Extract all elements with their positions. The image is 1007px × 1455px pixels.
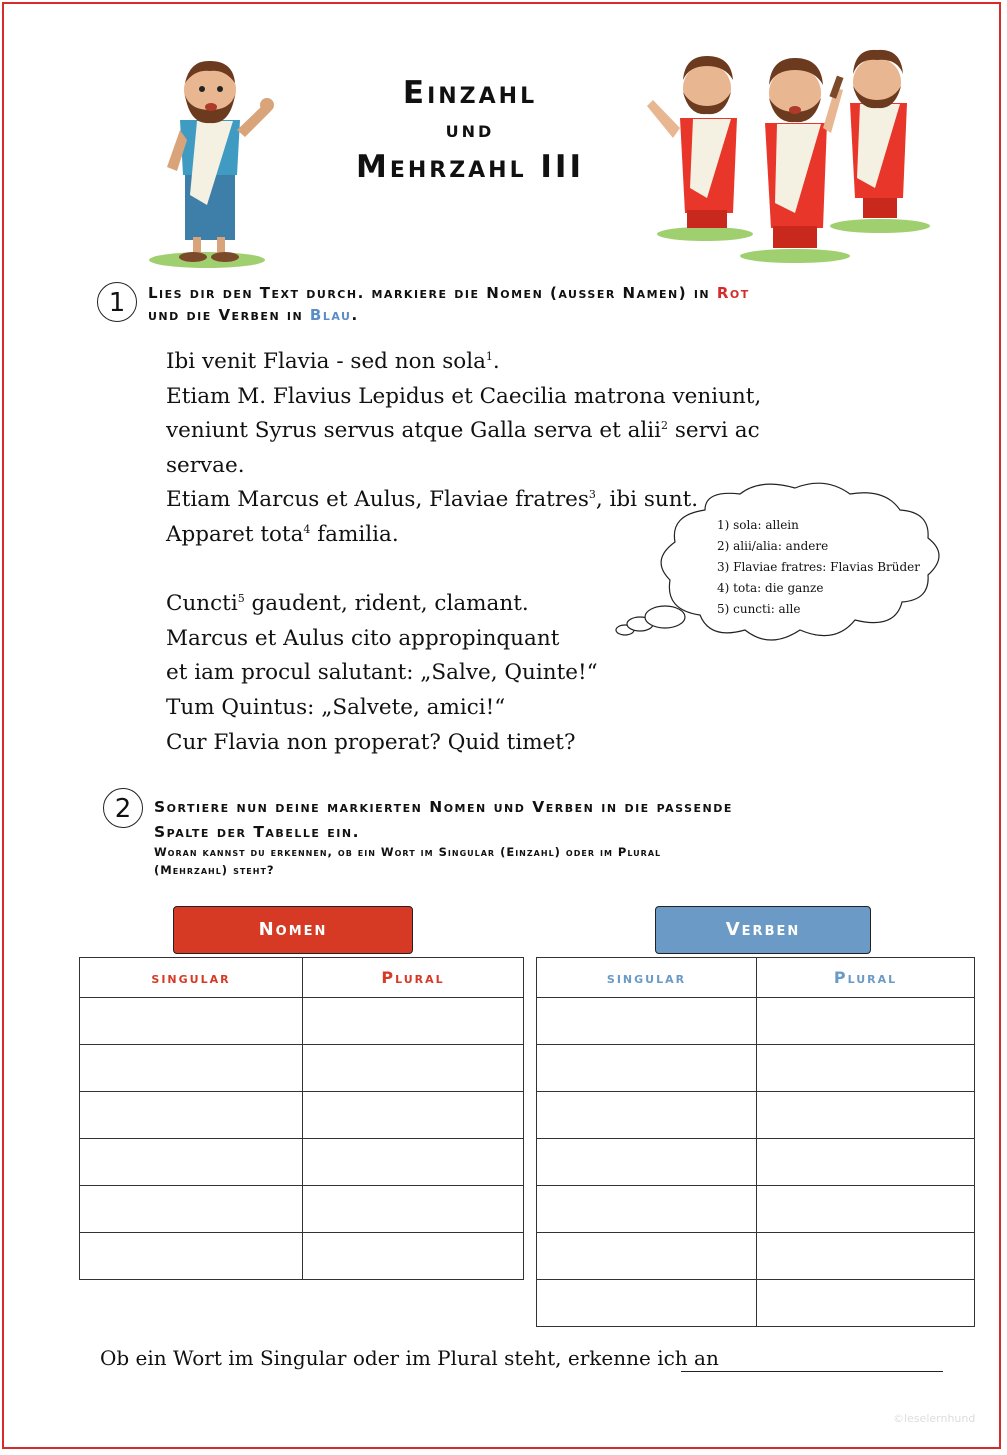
latin-line: Apparet tota$^4$ familia. [166, 521, 399, 547]
verben-singular-header: singular [537, 958, 757, 998]
verben-plural-cell[interactable] [757, 1139, 975, 1186]
table-row [537, 1280, 975, 1327]
latin-line: servae. [166, 452, 245, 478]
note-item: 2) alii/alia: andere [717, 539, 829, 553]
note-item: 4) tota: die ganze [717, 581, 824, 595]
task-1-text-b: und die Verben in [148, 306, 310, 324]
latin-line: Cuncti$^5$ gaudent, rident, clamant. [166, 591, 529, 617]
verben-plural-cell[interactable] [757, 998, 975, 1045]
nomen-singular-cell[interactable] [80, 1233, 303, 1280]
verben-table [536, 957, 975, 1327]
verben-singular-cell[interactable] [537, 1280, 757, 1327]
verben-label: Verben [655, 906, 871, 954]
verben-plural-header: Plural [757, 958, 975, 998]
nomen-singular-header: singular [80, 958, 303, 998]
answer-blank-line[interactable] [681, 1371, 943, 1372]
table-row [537, 998, 975, 1045]
note-item: 5) cuncti: alle [717, 602, 801, 616]
table-row [537, 1139, 975, 1186]
task-2-number: 2 [103, 788, 143, 828]
latin-line: veniunt Syrus servus atque Galla serva et alii$^2$ servi ac [166, 418, 760, 444]
task-1-number: 1 [97, 282, 137, 322]
table-row [537, 1092, 975, 1139]
latin-line: Tum Quintus: „Salvete, amici!“ [166, 694, 506, 720]
table-row [80, 1186, 524, 1233]
copyright-watermark: ©leselernhund [893, 1412, 976, 1425]
verben-singular-cell[interactable] [537, 998, 757, 1045]
nomen-plural-header: Plural [303, 958, 524, 998]
verben-singular-cell[interactable] [537, 1045, 757, 1092]
verben-plural-cell[interactable] [757, 1045, 975, 1092]
worksheet-title [300, 75, 640, 185]
latin-line: Cur Flavia non properat? Quid timet? [166, 729, 576, 755]
task-1-color-red: Rot [716, 284, 750, 302]
task-1-text-end: . [351, 306, 359, 324]
table-row [80, 1139, 524, 1186]
task-1-color-blue: Blau [309, 306, 352, 324]
nomen-plural-cell[interactable] [303, 1139, 524, 1186]
latin-line: Etiam M. Flavius Lepidus et Caecilia matrona veniunt, [166, 383, 762, 409]
roman-figures-plural [645, 48, 935, 268]
verben-plural-cell[interactable] [757, 1092, 975, 1139]
task-2-question-line-2: (Mehrzahl) steht? [154, 863, 275, 877]
verben-singular-cell[interactable] [537, 1186, 757, 1233]
task-2-line-2: Spalte der Tabelle ein. [154, 823, 360, 841]
latin-line: Marcus et Aulus cito appropinquant [166, 625, 560, 651]
table-row [537, 1045, 975, 1092]
nomen-label: Nomen [173, 906, 413, 954]
task-1-text-a: Lies dir den Text durch. markiere die Nomen (ausser Namen) in [148, 284, 717, 302]
note-item: 3) Flaviae fratres: Flavias Brüder [717, 560, 921, 574]
task-2-question-line-1: Woran kannst du erkennen, ob ein Wort im Singular (Einzahl) oder im Plural [154, 845, 662, 859]
table-row [80, 998, 524, 1045]
nomen-plural-cell[interactable] [303, 998, 524, 1045]
task-2-instruction [154, 795, 954, 845]
verben-singular-cell[interactable] [537, 1233, 757, 1280]
table-row [80, 1233, 524, 1280]
verben-plural-cell[interactable] [757, 1233, 975, 1280]
title-line-1: Einzahl [402, 75, 538, 111]
verben-plural-cell[interactable] [757, 1186, 975, 1233]
task-2-question [154, 843, 954, 879]
nomen-singular-cell[interactable] [80, 1186, 303, 1233]
title-line-3: Mehrzahl III [355, 149, 585, 185]
table-row [80, 1045, 524, 1092]
nomen-plural-cell[interactable] [303, 1233, 524, 1280]
nomen-singular-cell[interactable] [80, 1139, 303, 1186]
verben-singular-cell[interactable] [537, 1139, 757, 1186]
nomen-plural-cell[interactable] [303, 1045, 524, 1092]
completion-sentence: Ob ein Wort im Singular oder im Plural steht, erkenne ich an [100, 1346, 719, 1370]
table-header-row [537, 958, 975, 998]
verben-plural-cell[interactable] [757, 1280, 975, 1327]
latin-line: Etiam Marcus et Aulus, Flaviae fratres$^3$, ibi sunt. [166, 487, 699, 513]
task-2-line-1: Sortiere nun deine markierten Nomen und Verben in die passende [154, 798, 733, 816]
roman-figure-singular [145, 55, 275, 270]
nomen-plural-cell[interactable] [303, 1186, 524, 1233]
task-1-instruction [148, 282, 908, 326]
nomen-singular-cell[interactable] [80, 1045, 303, 1092]
nomen-table [79, 957, 524, 1280]
table-row [537, 1233, 975, 1280]
nomen-singular-cell[interactable] [80, 1092, 303, 1139]
vocabulary-notes [717, 515, 920, 620]
title-line-2: und [445, 117, 495, 143]
table-header-row [80, 958, 524, 998]
nomen-plural-cell[interactable] [303, 1092, 524, 1139]
latin-line: Ibi venit Flavia - sed non sola$^1$. [166, 349, 500, 374]
verben-singular-cell[interactable] [537, 1092, 757, 1139]
nomen-singular-cell[interactable] [80, 998, 303, 1045]
table-row [537, 1186, 975, 1233]
note-item: 1) sola: allein [717, 518, 799, 532]
table-row [80, 1092, 524, 1139]
latin-line: et iam procul salutant: „Salve, Quinte!“ [166, 660, 598, 686]
